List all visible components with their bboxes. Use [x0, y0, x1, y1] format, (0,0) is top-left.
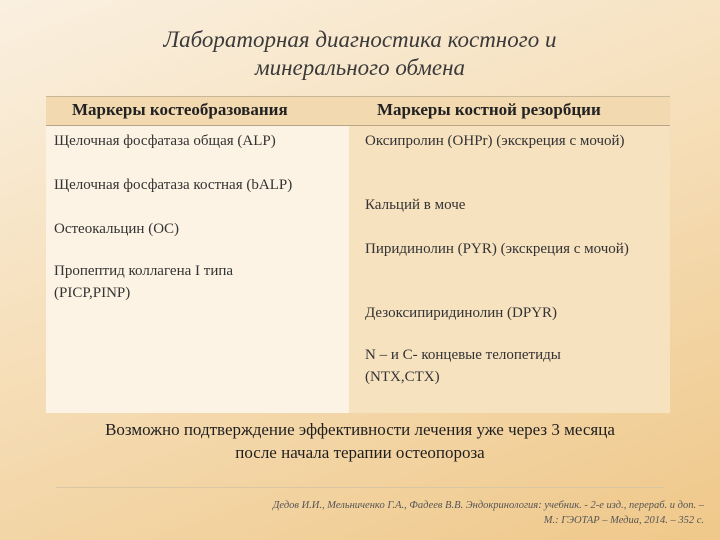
treatment-note — [30, 418, 690, 464]
resorption-item-calcium: Кальций в моче — [365, 197, 466, 213]
citation-line-1: Дедов И.И., Мельниченко Г.А., Фадеев В.В. Эндокринология: учебник. - 2-е изд., перераб. и доп. – — [272, 500, 704, 511]
citation — [144, 498, 704, 528]
formation-column — [46, 126, 349, 413]
formation-item-oc: Остеокальцин (OC) — [54, 221, 180, 237]
note-line-2: после начала терапии остеопороза — [235, 443, 485, 462]
resorption-item-ohpr: Оксипролин (OHPr) (экскреция с мочой) — [365, 133, 625, 149]
page-title — [0, 26, 720, 82]
resorption-item-dpyr: Дезоксипиридинолин (DPYR) — [365, 305, 558, 321]
formation-item-alp: Щелочная фосфатаза общая (ALP) — [54, 133, 276, 149]
markers-table — [46, 96, 670, 413]
formation-item-balp: Щелочная фосфатаза костная (bALP) — [54, 177, 293, 193]
resorption-item-pyr: Пиридинолин (PYR) (экскреция с мочой) — [365, 241, 629, 257]
citation-line-2: М.: ГЭОТАР – Медиа, 2014. – 352 с. — [543, 515, 704, 526]
resorption-column — [349, 126, 670, 413]
header-resorption: Маркеры костной резорбции — [377, 100, 601, 119]
divider — [56, 487, 664, 488]
note-line-1: Возможно подтверждение эффективности лечения уже через 3 месяца — [105, 420, 615, 439]
title-line-2: минерального обмена — [254, 55, 466, 80]
title-line-1: Лабораторная диагностика костного и — [163, 27, 557, 52]
header-formation: Маркеры костеобразования — [72, 100, 288, 119]
formation-item-picp: Пропептид коллагена I типа (PICP,PINP) — [54, 263, 234, 301]
resorption-item-ntx-ctx: N – и С- концевые телопетиды (NTX,CTX) — [365, 347, 561, 385]
table-header — [46, 97, 670, 126]
